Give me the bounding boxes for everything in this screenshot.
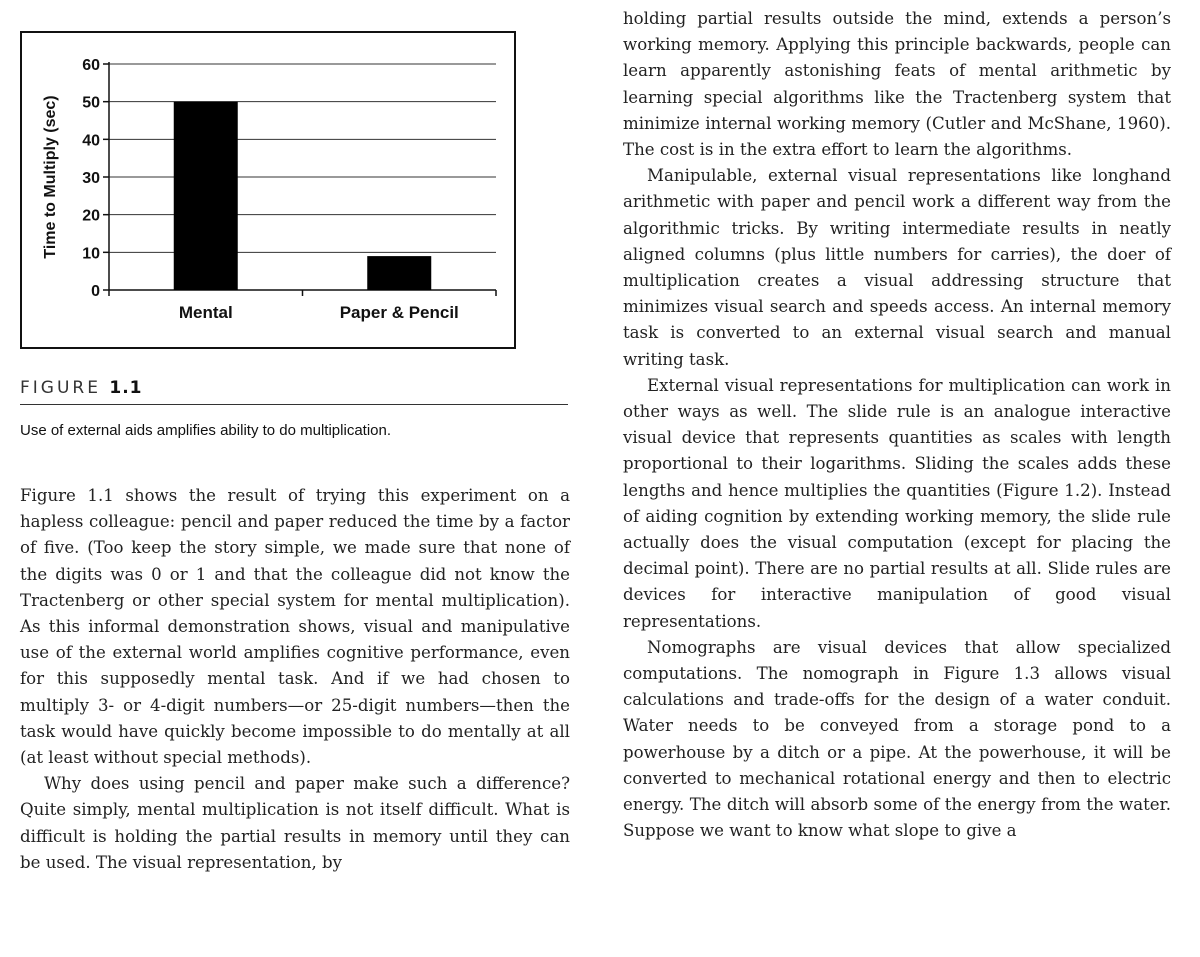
figure-label — [20, 378, 143, 398]
bar — [367, 256, 431, 290]
figure-1-1-chart — [20, 31, 516, 349]
bar — [174, 102, 238, 290]
x-tick-label: Mental — [178, 303, 233, 322]
y-tick-label: 40 — [82, 132, 100, 150]
y-tick-label: 0 — [91, 283, 100, 300]
y-tick-label: 10 — [82, 245, 100, 263]
paragraph: holding partial results outside the mind, extends a person’s working memory. Applying this principle backwards, people can learn apparently astonishing feats of mental arithmetic by learning special algorithms like the Tractenberg system that minimize internal working memory (Cutler and McShane, 1960). The cost is in the extra effort to learn the algorithms. — [623, 9, 1171, 160]
left-text-column — [20, 483, 570, 876]
x-tick-label: Paper & Pencil — [339, 303, 459, 322]
right-text-column — [623, 6, 1171, 845]
y-tick-label: 50 — [82, 94, 100, 112]
paragraph: Why does using pencil and paper make such a difference? Quite simply, mental multiplication is not itself difficult. What is difficult is holding the partial results in memory until they can be used. The visual representation, by — [20, 774, 570, 872]
y-axis-label: Time to Multiply (sec) — [42, 95, 59, 259]
figure-label-number: 1.1 — [109, 378, 143, 398]
figure-divider — [20, 404, 568, 405]
y-tick-label: 20 — [82, 207, 100, 225]
y-tick-label: 30 — [82, 170, 100, 187]
figure-caption: Use of external aids amplifies ability to do multiplication. — [20, 422, 392, 439]
paragraph: External visual representations for multiplication can work in other ways as well. The slide rule is an analogue interactive visual device that represents quantities as scales with length proportional to their logarithms. Sliding the scales adds these lengths and hence multiplies the quantities (Figure 1.2). Instead of aiding cognition by extending working memory, the slide rule actually does the visual computation (except for placing the decimal point). There are no partial results at all. Slide rules are devices for interactive manipulation of good visual representations. — [623, 375, 1171, 631]
paragraph: Nomographs are visual devices that allow specialized computations. The nomograph in Figure 1.3 allows visual calculations and trade-offs for the design of a water conduit. Water needs to be conveyed from a storage pond to a powerhouse by a ditch or a pipe. At the powerhouse, it will be converted to mechanical rotational energy and then to electric energy. The ditch will absorb some of the energy from the water. Suppose we want to know what slope to give a — [623, 637, 1171, 841]
paragraph: Manipulable, external visual representations like longhand arithmetic with paper and pencil work a different way from the algorithmic tricks. By writing intermediate results in neatly aligned columns (plus little numbers for carries), the doer of multiplication creates a visual addressing structure that minimizes visual search and speeds access. An internal memory task is converted to an external visual search and manual writing task. — [623, 166, 1171, 369]
bar-chart — [22, 33, 514, 347]
figure-label-prefix: FIGURE — [20, 378, 101, 398]
paragraph: Figure 1.1 shows the result of trying this experiment on a hapless colleague: pencil and paper reduced the time by a factor of five. (Too keep the story simple, we made sure that none of the digits was 0 or 1 and that the colleague did not know the Tractenberg or other special system for mental multiplication). As this informal demonstration shows, visual and manipulative use of the external world amplifies cognitive performance, even for this supposedly mental task. And if we had chosen to multiply 3- or 4-digit numbers—or 25-digit numbers—then the task would have quickly become impossible to do mentally at all (at least without special methods). — [20, 486, 570, 768]
y-tick-label: 60 — [82, 57, 100, 74]
